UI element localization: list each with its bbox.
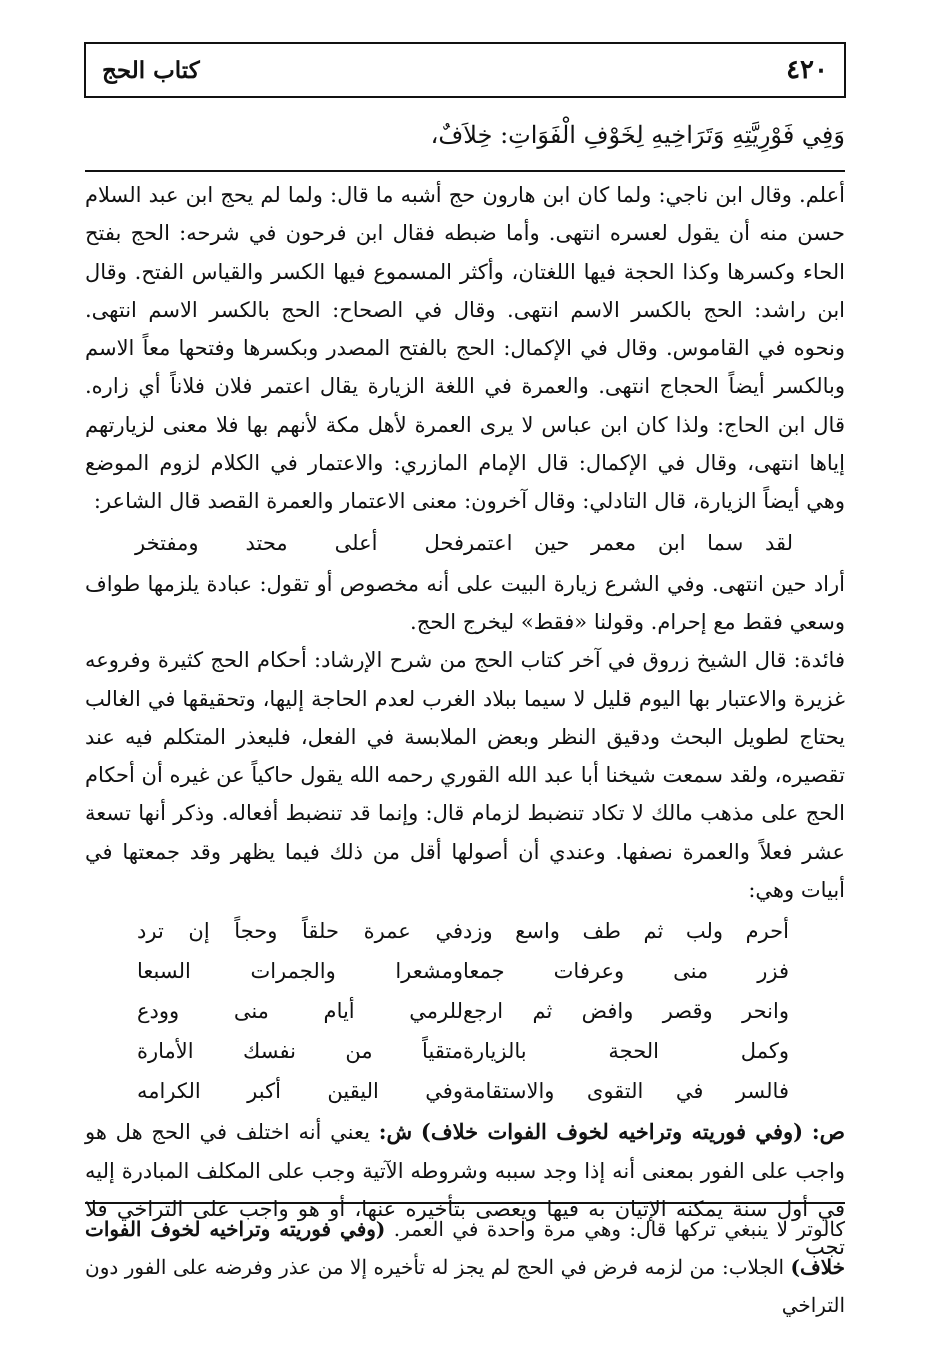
footnotes	[85, 1210, 845, 1324]
poem-hemistich-second: في عمرة حلقاً وحجاً إن ترد	[137, 919, 463, 944]
footnote-1-text: كالوتر لا ينبغي تركها قال: وهي مرة واحدة في العمر.	[393, 1217, 845, 1241]
paragraph-1: أعلم. وقال ابن ناجي: ولما كان ابن هارون حج أشبه ما قال: ولما لم يحج ابن عبد السلام حسن منه أن يقول لعسره انتهى. وأما ضبطه فقال ابن فرحون في شرحه: الحج بفتح الحاء وكسرها وكذا الحجة فيها اللغتان، وأكثر المسموع فيها الكسر والقياس الفتح. وقال ابن راشد: الحج بالكسر الاسم انتهى. وقال في الصحاح: الحج بالكسر الاسم انتهى. ونحوه في القاموس. وقال في الإكمال: الحج بالفتح المصدر وبكسرها وفتحها معاً الاسم وبالكسر أيضاً الحجاج انتهى. والعمرة في اللغة الزيارة يقال اعتمر فلان فلاناً أي زاره. قال ابن الحاج: ولذا كان ابن عباس لا يرى العمرة لأهل مكة لأنهم بها فلا معنى لزيارتهم إياها انتهى، وقال في الإكمال: قال الإمام المازري: والاعتمار في الكلام لزوم الموضع وهي أيضاً الزيارة، قال التادلي: وقال آخرون: معنى الاعتمار والعمرة القصد قال الشاعر:	[85, 183, 845, 514]
poem-hemistich-first: فزر منى وعرفات جمعا	[463, 959, 789, 984]
poem-hemistich-first: وكمل الحجة بالزيارة	[463, 1039, 789, 1064]
sad-quote: (وفي فوريته وتراخيه لخوف الفوات خلاف)	[420, 1119, 804, 1145]
commentary-body	[85, 176, 845, 1267]
footnote-1-quote: (وفي فوريته وتراخيه لخوف الفوات خلاف)	[85, 1217, 845, 1279]
footnote-divider	[85, 1202, 845, 1204]
poem-hemistich-second: للرمي أيام منى وودع	[137, 999, 463, 1024]
poem-line	[137, 991, 789, 1031]
poem-hemistich-first: فالسر في التقوى والاستقامة	[463, 1079, 789, 1104]
page-header	[84, 42, 846, 98]
poem-line	[137, 1071, 789, 1111]
paragraph-3: فائدة: قال الشيخ زروق في آخر كتاب الحج من شرح الإرشاد: أحكام الحج كثيرة وفروعه غزيرة والاعتبار بها اليوم قليل لا سيما ببلاد الغرب لعدم الحاجة إليها، وتحقيقها في الغالب يحتاج لطويل البحث ودقيق النظر وبعض الملابسة في الفعل، فليعذر المتكلم فيه عند تقصيره، ولقد سمعت شيخنا أبا عبد الله القوري رحمه الله يقول حاكياً عن غيره أن أحكام الحج على مذهب مالك لا تكاد تنضبط لزمام قال: وإنما قد تنضبط أفعاله. وذكر أنها تسعة عشر فعلاً والعمرة نصفها. وعندي أن أصولها أقل من ذلك فيما يظهر وقد جمعتها في أبيات وهي:	[85, 648, 845, 903]
poem-hemistich-second: وفي اليقين أكبر الكرامه	[137, 1079, 463, 1104]
matn-line: وَفِي فَوْرِيَّتِهِ وَتَرَاخِيهِ لِخَوْفِ الْفَوَاتِ: خِلاَفٌ،	[430, 121, 845, 149]
poem-line	[137, 951, 789, 991]
poem-hemistich-first: أحرم ولب ثم طف واسع وزد	[463, 919, 789, 944]
sad-label: ص:	[811, 1119, 845, 1145]
paragraph-2: أراد حين انتهى. وفي الشرع زيارة البيت على أنه مخصوص أو تقول: عبادة يلزمها طواف وسعي فقط مع إحرام. وقولنا «فقط» ليخرج الحج.	[85, 571, 845, 634]
book-title: كتاب الحج	[102, 56, 200, 84]
poem-block	[85, 911, 845, 1111]
poem-hemistich-second: ومشعرا والجمرات السبعا	[137, 959, 463, 984]
verse-hemistich-first: لقد سما ابن معمر حين اعتمر	[464, 530, 793, 555]
top-divider	[85, 170, 845, 172]
poem-line	[137, 911, 789, 951]
poem-line	[137, 1031, 789, 1071]
footnote-2-text: الجلاب: من لزمه فرض في الحج لم يجز له تأخيره إلا من عذر وفرضه على الفور دون التراخي	[85, 1255, 845, 1317]
poem-hemistich-second: متقياً من نفسك الأمارة	[137, 1039, 463, 1064]
verse-line-1	[85, 523, 845, 563]
page-number: ٤٢٠	[786, 55, 828, 85]
poem-hemistich-first: وانحر وقصر وافض ثم ارجع	[463, 999, 789, 1024]
verse-hemistich-second: فحل أعلى محتد ومفتخر	[135, 530, 464, 555]
paragraph-4-text: يعني أنه اختلف في الحج هل هو واجب على الفور بمعنى أنه إذا وجد سببه وشروطه الآتية وجب على المكلف المبادرة إليه في أول سنة يمكنه الإتيان به فيها ويعصى بتأخيره عنها، أو هو واجب على التراخي فلا تجب	[85, 1120, 845, 1260]
shin-label: ش:	[378, 1119, 413, 1145]
